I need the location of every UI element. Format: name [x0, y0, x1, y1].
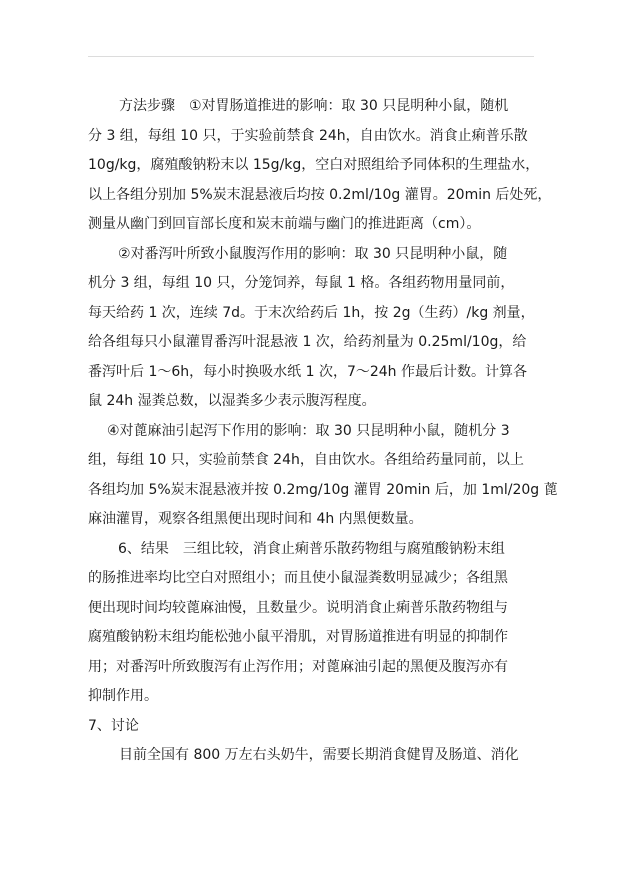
- text-line: 麻油灌胃，观察各组黑便出现时间和 4h 内黑便数量。: [88, 511, 423, 527]
- paragraph-results: [88, 535, 534, 712]
- section-heading-discussion: [88, 712, 534, 742]
- text-line: ④对蓖麻油引起泻下作用的影响：取 30 只昆明种小鼠，随机分 3: [107, 422, 510, 439]
- text-line: 目前全国有 800 万左右头奶牛，需要长期消食健胃及肠道、消化: [119, 747, 519, 763]
- section-heading: 7、讨论: [88, 717, 139, 734]
- text-line: 6、结果 三组比较，消食止痢普乐散药物组与腐殖酸钠粉末组: [118, 540, 505, 557]
- text-line: 方法步骤 ①对胃肠道推进的影响：取 30 只昆明种小鼠，随机: [119, 98, 509, 114]
- text-line: 组，每组 10 只，实验前禁食 24h，自由饮水。各组给药量同前，以上: [88, 452, 524, 468]
- paragraph-method-3: [88, 417, 558, 535]
- text-line: 以上各组分别加 5%炭末混悬液后均按 0.2ml/10g 灌胃。20min 后处死，: [88, 186, 552, 203]
- paragraph-discussion: [88, 741, 534, 771]
- text-line: 测量从幽门到回盲部长度和炭末前端与幽门的推进距离（cm）。: [88, 216, 481, 232]
- document-body: [88, 92, 558, 771]
- paragraph-method-1: [88, 92, 552, 240]
- text-line: ②对番泻叶所致小鼠腹泻作用的影响：取 30 只昆明种小鼠，随: [118, 245, 508, 262]
- text-line: 给各组每只小鼠灌胃番泻叶混悬液 1 次，给药剂量为 0.25ml/10g，给: [88, 334, 527, 350]
- text-line: 番泻叶后 1～6h，每小时换吸水纸 1 次，7～24h 作最后计数。计算各: [88, 363, 527, 380]
- text-line: 10g/kg，腐殖酸钠粉末以 15g/kg，空白对照组给予同体积的生理盐水，: [88, 157, 540, 173]
- text-line: 的肠推进率均比空白对照组小；而且使小鼠湿粪数明显减少；各组黑: [88, 570, 508, 586]
- text-line: 便出现时间均较蓖麻油慢，且数量少。说明消食止痢普乐散药物组与: [88, 599, 508, 616]
- text-line: 抑制作用。: [88, 688, 158, 704]
- text-line: 机分 3 组，每组 10 只，分笼饲养，每鼠 1 格。各组药物用量同前，: [88, 275, 515, 291]
- text-line: 每天给药 1 次，连续 7d。于末次给药后 1h，按 2g（生药）/kg 剂量，: [88, 304, 535, 321]
- header-rule: [88, 56, 534, 57]
- text-line: 用；对番泻叶所致腹泻有止泻作用；对蓖麻油引起的黑便及腹泻亦有: [88, 658, 508, 675]
- text-line: 鼠 24h 湿粪总数，以湿粪多少表示腹泻程度。: [88, 393, 376, 409]
- paragraph-method-2: [88, 240, 534, 417]
- text-line: 各组均加 5%炭末混悬液并按 0.2mg/10g 灌胃 20min 后，加 1ml/20g 蓖: [88, 481, 558, 498]
- text-line: 分 3 组，每组 10 只，于实验前禁食 24h，自由饮水。消食止痢普乐散: [88, 127, 528, 144]
- text-line: 腐殖酸钠粉末组均能松弛小鼠平滑肌，对胃肠道推进有明显的抑制作: [88, 629, 508, 645]
